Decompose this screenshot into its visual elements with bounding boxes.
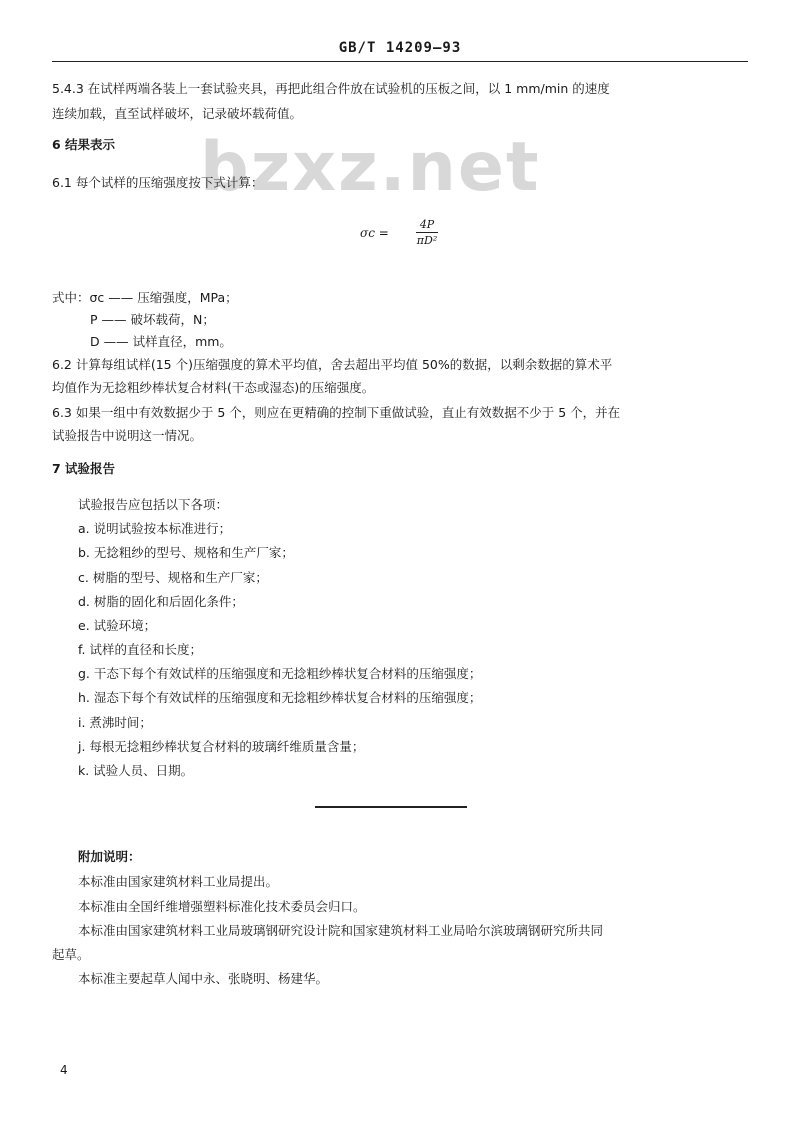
report-item-i: i. 煮沸时间； [78, 715, 152, 730]
formula-denominator: πD² [416, 234, 438, 247]
report-item-d: d. 树脂的固化和后固化条件； [78, 594, 244, 609]
report-item-g: g. 干态下每个有效试样的压缩强度和无捻粗纱棒状复合材料的压缩强度； [78, 666, 482, 681]
report-item-k: k. 试验人员、日期。 [78, 763, 194, 778]
header-divider [52, 61, 748, 62]
page-number: 4 [60, 1063, 68, 1077]
end-of-text-rule [315, 806, 467, 808]
appendix-line-drafters-org-2: 起草。 [52, 947, 90, 962]
report-item-a: a. 说明试验按本标准进行； [78, 521, 232, 536]
appendix-line-drafters: 本标准主要起草人闻中永、张晓明、杨建华。 [78, 971, 329, 986]
watermark: bzxz.net [200, 128, 541, 207]
where-p-definition: P —— 破坏载荷，N； [90, 312, 215, 327]
report-item-j: j. 每根无捻粗纱棒状复合材料的玻璃纤维质量含量； [78, 739, 365, 754]
appendix-line-drafters-org-1: 本标准由国家建筑材料工业局玻璃钢研究设计院和国家建筑材料工业局哈尔滨玻璃钢研究所共同 [78, 923, 604, 938]
clause-6-2-line-2: 均值作为无捻粗纱棒状复合材料(干态或湿态)的压缩强度。 [52, 380, 375, 395]
section-7-heading: 7 试验报告 [52, 461, 116, 476]
where-sigma-definition: 式中：σc —— 压缩强度，MPa； [52, 290, 238, 305]
section-6-heading: 6 结果表示 [52, 137, 116, 152]
report-item-b: b. 无捻粗纱的型号、规格和生产厂家； [78, 545, 294, 560]
formula-lhs: σc = [360, 225, 389, 240]
where-d-definition: D —— 试样直径，mm。 [90, 334, 232, 349]
clause-6-2-line-1: 6.2 计算每组试样(15 个)压缩强度的算术平均值，舍去超出平均值 50%的数据，以剩余数据的算术平 [52, 357, 613, 372]
clause-5-4-3-line-2: 连续加载，直至试样破坏，记录破坏载荷值。 [52, 106, 303, 121]
appendix-heading: 附加说明： [78, 849, 141, 864]
standard-number-header: GB/T 14209—93 [338, 40, 462, 56]
clause-6-3-line-2: 试验报告中说明这一情况。 [52, 428, 203, 443]
report-item-f: f. 试样的直径和长度； [78, 642, 202, 657]
appendix-line-proposer: 本标准由国家建筑材料工业局提出。 [78, 874, 279, 889]
formula-numerator: 4P [416, 218, 438, 233]
formula-fraction [413, 218, 441, 247]
report-item-e: e. 试验环境； [78, 618, 157, 633]
clause-5-4-3-line-1: 5.4.3 在试样两端各装上一套试验夹具，再把此组合件放在试验机的压板之间，以 1 mm/min 的速度 [52, 81, 610, 96]
clause-6-3-line-1: 6.3 如果一组中有效数据少于 5 个，则应在更精确的控制下重做试验，直止有效数据不少于 5 个，并在 [52, 405, 621, 420]
report-item-c: c. 树脂的型号、规格和生产厂家； [78, 570, 268, 585]
clause-6-1: 6.1 每个试样的压缩强度按下式计算： [52, 175, 264, 190]
report-intro: 试验报告应包括以下各项： [78, 497, 229, 512]
compression-strength-formula [360, 218, 441, 247]
appendix-line-committee: 本标准由全国纤维增强塑料标准化技术委员会归口。 [78, 899, 366, 914]
report-item-h: h. 湿态下每个有效试样的压缩强度和无捻粗纱棒状复合材料的压缩强度； [78, 690, 482, 705]
